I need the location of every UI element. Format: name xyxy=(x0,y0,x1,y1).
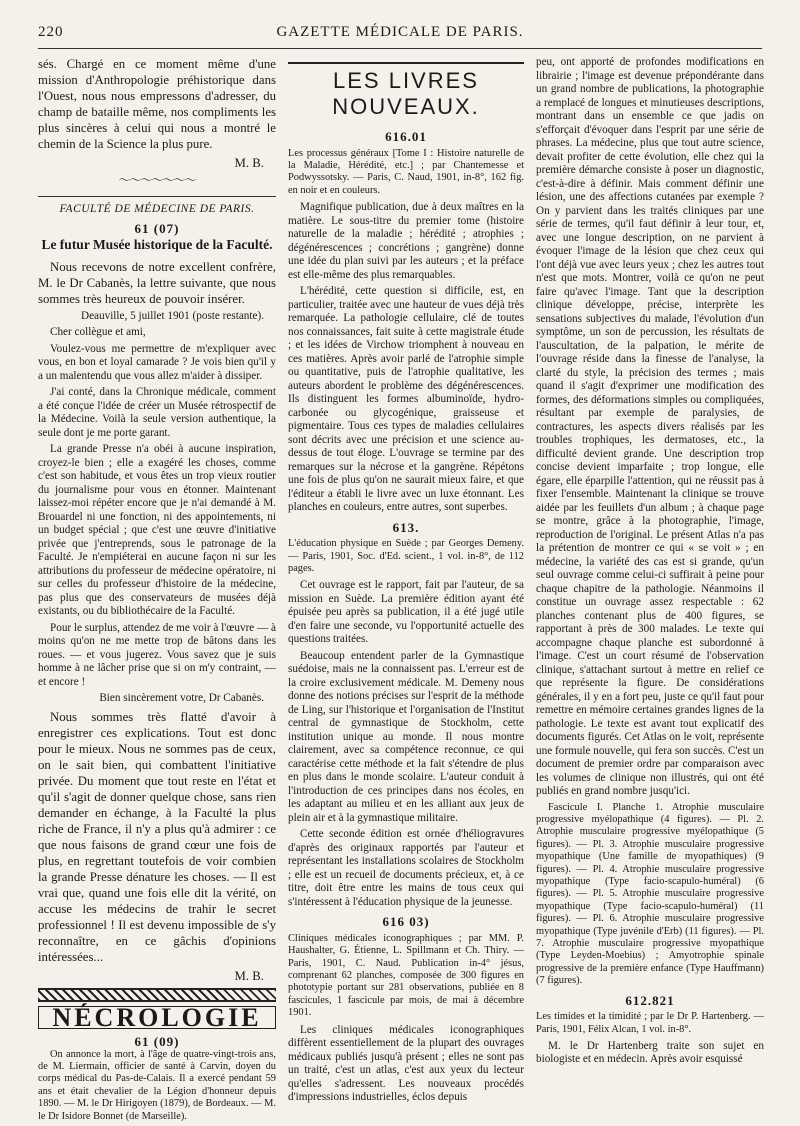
intro-signature: M. B. xyxy=(234,156,264,170)
section-heading-livres: LES LIVRES NOUVEAUX. xyxy=(332,68,480,119)
article-number: 61 (07) xyxy=(134,221,180,236)
article-signature: M. B. xyxy=(234,968,264,983)
necrology-number: 61 (09) xyxy=(134,1034,180,1049)
necrology-text: On annonce la mort, à l'âge de quatre-vingt-trois ans, de M. Liermain, officier de santé à Carvin, doyen du corps médical du Pas-de-Calais. Il a exercé pendant 59 ans et était chevalier de la Légion d'honneur depuis 1890. — M. le Dr Hirigoyen (1879), de Bordeaux. — M. le Dr Isidore Bonnet (de Marseille). xyxy=(38,1048,276,1122)
book-reference: L'éducation physique en Suède ; par Georges Demeny. — Paris, 1901, Soc. d'Ed. scient., 1 vol. in-8°, de 112 pages. xyxy=(288,538,524,574)
journal-title: GAZETTE MÉDICALE DE PARIS. xyxy=(276,24,524,40)
book-reference: Les timides et la timidité ; par le Dr P. Hartenberg. — Paris, 1901, Félix Alcan, 1 vol. in-8°. xyxy=(536,1011,764,1035)
book-paragraph: M. le Dr Hartenberg traite son sujet en biologiste et en médecin. Après avoir esquissé xyxy=(536,1039,764,1066)
article-paragraph: Nous sommes très flatté d'avoir à enregistrer ces explications. Tout est donc pour le mieux. Nous ne sommes pas de ceux, on le sait bien, qui combattent l'initiative privée. Du moment que tout reste en l'état et qu'il s'agit de donner quelque chose, sans rien demander en échange, à la Faculté la plus riche de France, il n'y a plus qu'à admirer : ce que nous faisons de grand cœur une fois de plus, en regrettant toutefois de voir combien la grande Presse dénature les choses. — Il est vrai que, quand une fois elle dit la vérité, on accuse les médecins de trahir le secret professionnel ! Il est devenu impossible de s'y reconnaître, en ce gâchis d'opinions intéressées... xyxy=(38,709,276,964)
book-paragraph: Les cliniques médicales iconographiques diffèrent essentiellement de la plupart des ouvrages médicaux publiés jusqu'à présent ; elles ne sont pas un traité, c'est un atlas, c'est aux yeux du lecteur qu'elles s'adressent. Les nouveaux procédés d'impressions industrielles, éclos depuis xyxy=(288,1023,524,1104)
ornament-divider: 〜〜〜〜〜〜〜 xyxy=(118,173,196,187)
plate-listing: Fascicule I. Planche 1. Atrophie musculaire progressive myélopathique (4 figures). — Pl. 2. Atrophie musculaire progressive myélopathique (5 figures). — Pl. 3. Atrophie musculaire progressive myopathique (Une famille de myopathiques) (9 figures). — Pl. 4. Atrophie musculaire progressive myopathique (Type facio-scapulo-huméral) (6 figures). — Pl. 5. Atrophie musculaire progressive myopathique (Type facio-scapulo-huméral) (11 figures). — Pl. 6. Atrophie musculaire progressive myopathique (Type juvénile d'Erb) (11 figures). — Pl. 7. Atrophie musculaire progressive myopathique (Type Leyden-Moebius) ; Amyotrophie spinale progressive de la première enfance (Type Hauffmann) (7 figures). xyxy=(536,801,764,987)
book-paragraph: L'hérédité, cette question si difficile, est, en particulier, traitée avec une hauteur de vues déjà très remarquée. La pathologie cellulaire, clé de toutes nos connaissances, fait suite à cette magistrale étude ; et les idées de Virchow triomphent à nouveau en ces matières. Après avoir parlé de l'atrophie simple ou quantitative, puis de l'atrophie qualitative, les auteurs abordent le problème des dégénérescences. Ils distinguent les formes albuminoïde, hydro-carbonée ou glycogénique, graisseuse et pigmentaire. Tous ces types de maladies cellulaires sont décrits avec une précision et une science au-dessus de tout éloge. L'ouvrage se termine par des remarques sur la nécrose et la gangrène. Répétons une fois de plus qu'on ne saurait mieux faire, et que l'éditeur a établi le livre avec un luxe étonnant. Les planches en couleurs, entre autres, sont superbes. xyxy=(288,285,524,514)
letter-signature: Bien sincèrement votre, Dr Cabanès. xyxy=(99,692,264,704)
book-reference: Cliniques médicales iconographiques ; par MM. P. Haushalter, G. Étienne, L. Spillmann et Ch. Thiry. — Paris, 1901, C. Naud. Publication in-4° jésus, comprenant 62 planches, composée de 300 figures en phototypie portant sur 281 observations, publiée en 8 fascicules, 1 fascicule par mois, de mai à décembre 1901. xyxy=(288,932,524,1019)
article-paragraph: Nous recevons de notre excellent confrère, M. le Dr Cabanès, la lettre suivante, que nous sommes très heureux de pouvoir insérer. xyxy=(38,259,276,306)
section-rule xyxy=(288,62,524,64)
letter-paragraph: Voulez-vous me permettre de m'expliquer avec vous, en bon et loyal camarade ? Je vois bien qu'il y a un malentendu que vous allez m'aider à dissiper. xyxy=(38,342,276,382)
book-number: 612.821 xyxy=(625,992,675,1008)
letter-paragraph: La grande Presse n'a obéi à aucune inspiration, croyez-le bien ; elle a exagéré les choses, comme c'est son habitude, et vous êtes un trop vieux routier du journalisme pour vous en étonner. Maintenant laissez-moi répéter encore que je n'ai demandé à M. Brouardel ni une fonction, ni des appointements, ni un budget spécial ; que c'est une œuvre d'initiative privée que j'entreprends, sous le patronage de la Faculté. Je n'empiéterai en aucune façon ni sur les attributions du professeur de médecine opératoire, ni sur celles du professeur d'histoire de la médecine, pas plus que des conservateurs de musées déjà existants, ou du bibliothécaire de la Faculté. xyxy=(38,443,276,617)
column-3 xyxy=(536,56,764,1070)
letter-paragraph: J'ai conté, dans la Chronique médicale, comment a été conçue l'idée de créer un Musée rétrospectif de la Médecine. Voilà la seule version authentique, la seule dont je me porte garant. xyxy=(38,386,276,439)
book-paragraph: peu, ont apporté de profondes modifications en librairie ; l'image est devenue prépondérante dans un grand nombre de publications, la photographie a remplacé de longues et minutieuses descriptions, montrant dans un ensemble ce que jadis on s'efforçait d'évoquer dans l'esprit par une série de phrases. La médecine, plus que tout autre science, devait profiter de cette évolution, elle chez qui la première démarche consiste à poser un diagnostic, c'est-à-dire à définir. Mais comment définir une lésion, une des affections cutanées par exemple ? On y parvient dans les traités cliniques par une série de termes, qu'il faut définir à leur tour, et, avec une longue description, on ne parvient à évoquer l'image de la lésion que chez ceux qui l'ont déjà vue avec leurs yeux ; chez les autres tout n'est que mots. Montrer, voilà ce qu'on ne peut faire qu'avec l'image. Tant que la description clinique développe, précise, interprète les sensations subjectives du malade, l'évolution d'un symptôme, un son de percussion, les résultats de l'auscultation, de la palpation, le mérite de l'ouvrage réside dans la finesse de l'analyse, la clarté du style, la précision des termes ; mais quand il s'agit d'exprimer une modification des formes, des déformations simples ou compliquées, résultant par exemple de paralysies, de contractures, les aspects divers réalisés par les troubles trophiques, les dermatoses, etc., la difficulté devient grande. Une description trop concise devient imparfaite ; trop longue, elle égare, elle éparpille l'attention, qui ne réussit pas à fixer l'ensemble. Maintenant la clinique se trouve aidée par les feuillets d'un album ; à chaque page se montre, grâce à la photographie, l'image, reproduction de l'original. Le présent Atlas n'a pas la prétention de montrer ce qui « se voit » ; en médecine, la variété des cas est si grande, qu'un seul ouvrage comme celui-ci suffirait à peine pour chaque chapitre de la pathologie. Néanmoins il constitue un ouvrage assez respectable : 62 planches contenant plus de 400 figures, se rapportant à près de 300 malades. Le texte qui accompagne chaque planche est subordonné à l'image. C'est un court résumé de l'observation clinique, s'attachant surtout à mettre en relief ce que représente la figure. De considérations générales, il y en a fort peu, juste ce qu'il faut pour remettre en mémoire certaines grandes lignes de la pathologie. Le texte est avant tout explicatif des documents figurés. Cet Atlas on le voit, représente une formule nouvelle, qui fera son succès. C'est un document de premier ordre par comparaison avec les volumes de clinique non illustrés, qui ont été publiés en grand nombre jusqu'ici. xyxy=(536,56,764,797)
book-number: 616.01 xyxy=(385,129,427,144)
page-number: 220 xyxy=(38,24,64,40)
page-header xyxy=(38,18,762,49)
necrology-heading: NÉCROLOGIE xyxy=(38,1006,276,1030)
section-heading-faculte: FACULTÉ DE MÉDECINE DE PARIS. xyxy=(38,196,276,217)
book-paragraph: Cette seconde édition est ornée d'héliogravures d'après des originaux rapportés par l'auteur et représentant les installations scolaires de Stockholm ; elle est un recueil de documents précieux, et, à ce titre, doit être entre les mains de tous ceux qui s'intéressent à l'éducation physique de la jeunesse. xyxy=(288,828,524,908)
intro-paragraph: sés. Chargé en ce moment même d'une mission d'Anthropologie préhistorique dans l'Ouest, nous nous empressons d'adresser, du champ de bataille même, nos compliments les plus sincères à celui qui nous a montré le chemin de la Science la plus pure. xyxy=(38,57,276,151)
letter-paragraph: Pour le surplus, attendez de me voir à l'œuvre — à moins qu'on ne me mette trop de bâtons dans les roues. — et vous jugerez. Vous savez que je suis homme à ne lâcher prise que si on m'y contraint, — et encore ! xyxy=(38,621,277,688)
ornament-band xyxy=(38,988,276,1002)
letter-salutation: Cher collègue et ami, xyxy=(50,326,146,338)
book-paragraph: Cet ouvrage est le rapport, fait par l'auteur, de sa mission en Suède. La première édition ayant été épuisée peu après sa publication, il a été jugé utile d'en faire une seconde, vu l'opportunité actuelle des questions traitées. xyxy=(288,579,524,646)
book-reference: Les processus généraux [Tome I : Histoire naturelle de la Maladie, Hérédité, etc.] ; par Chantemesse et Podwyssotsky. — Paris, C. Naud, 1901, in-8°, 162 fig. en noir et en couleurs. xyxy=(288,147,524,196)
column-1 xyxy=(38,56,276,1126)
letter-dateline: Deauville, 5 juillet 1901 (poste restante). xyxy=(81,309,264,322)
book-paragraph: Magnifique publication, due à deux maîtres en la matière. Le sous-titre du premier tome (histoire naturelle de la maladie ; hérédité ; atrophies ; dégénérescences ; concrétions ; gangrène) donne une idée du plan suivi par les auteurs ; et la préface est elle-même des plus remarquables. xyxy=(288,201,524,281)
book-paragraph: Beaucoup entendent parler de la Gymnastique suédoise, mais ne la connaissent pas. L'erreur est de la croire exclusivement médicale. M. Demeny nous donne des notions précises sur l'esprit de la méthode de Ling, sur l'historique et l'organisation de l'Institut central de gymnastique de Stockholm, cette institution unique au monde. Il nous montre clairement, avec sa compétence reconnue, ce qui caractérise cette méthode et la fait s'étendre de plus en plus dans le monde scolaire. L'auteur conduit à l'introduction de ces principes dans nos écoles, en les adaptant au milieu et en les alliant aux jeux de plein air et à la gymnastique militaire. xyxy=(288,649,524,824)
book-number: 616 03) xyxy=(382,914,430,930)
column-2 xyxy=(288,56,524,1108)
article-title: Le futur Musée historique de la Faculté. xyxy=(41,236,273,252)
book-number: 613. xyxy=(392,519,420,535)
